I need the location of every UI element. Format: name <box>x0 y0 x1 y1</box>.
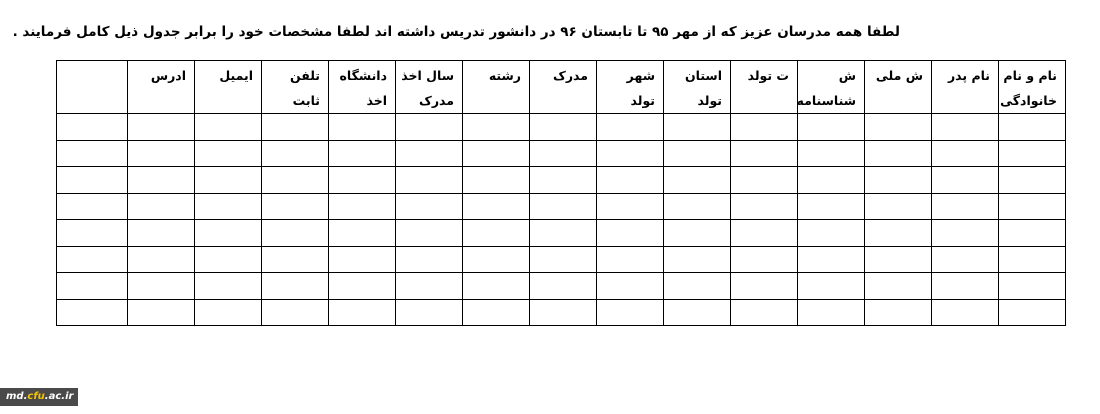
table-cell <box>329 273 396 300</box>
table-cell <box>329 140 396 167</box>
header-email: ایمیل <box>195 61 262 114</box>
table-cell <box>597 246 664 273</box>
table-cell <box>731 220 798 247</box>
table-cell <box>396 167 463 194</box>
table-row <box>57 299 1066 326</box>
table-cell <box>57 273 128 300</box>
table-cell <box>664 167 731 194</box>
table-cell <box>463 220 530 247</box>
table-cell <box>932 167 999 194</box>
header-birth-date: ت تولد <box>731 61 798 114</box>
table-cell <box>731 193 798 220</box>
table-cell <box>798 167 865 194</box>
header-field: رشته <box>463 61 530 114</box>
table-cell <box>932 114 999 141</box>
header-birth-city: شهر تولد <box>597 61 664 114</box>
table-row <box>57 273 1066 300</box>
header-national-id: ش ملی <box>865 61 932 114</box>
table-cell <box>396 114 463 141</box>
table-cell <box>999 299 1066 326</box>
table-cell <box>798 114 865 141</box>
table-cell <box>329 114 396 141</box>
table-cell <box>195 299 262 326</box>
table-cell <box>597 299 664 326</box>
site-accent: cfu <box>27 391 45 402</box>
table-cell <box>664 220 731 247</box>
table-cell <box>262 140 329 167</box>
table-cell <box>262 114 329 141</box>
table-cell <box>396 299 463 326</box>
table-cell <box>530 140 597 167</box>
table-cell <box>463 114 530 141</box>
table-cell <box>798 273 865 300</box>
table-cell <box>999 167 1066 194</box>
table-cell <box>999 193 1066 220</box>
table-cell <box>57 246 128 273</box>
table-cell <box>195 114 262 141</box>
table-cell <box>195 167 262 194</box>
table-row <box>57 220 1066 247</box>
table-cell <box>262 273 329 300</box>
table-cell <box>463 246 530 273</box>
table-cell <box>463 193 530 220</box>
table-cell <box>57 114 128 141</box>
table-cell <box>530 299 597 326</box>
table-cell <box>329 299 396 326</box>
table-cell <box>664 140 731 167</box>
table-cell <box>262 220 329 247</box>
table-cell <box>865 140 932 167</box>
table-row <box>57 246 1066 273</box>
table-cell <box>57 220 128 247</box>
table-cell <box>865 114 932 141</box>
instructor-info-table <box>56 60 1066 326</box>
table-cell <box>329 246 396 273</box>
header-university: دانشگاه اخذ <box>329 61 396 114</box>
table-cell <box>396 273 463 300</box>
table-cell <box>731 140 798 167</box>
header-father-name: نام پدر <box>932 61 999 114</box>
header-address: ادرس <box>128 61 195 114</box>
table-cell <box>530 273 597 300</box>
table-cell <box>798 299 865 326</box>
table-cell <box>932 299 999 326</box>
table-cell <box>664 193 731 220</box>
table-cell <box>195 140 262 167</box>
table-cell <box>195 273 262 300</box>
table-cell <box>932 193 999 220</box>
table-cell <box>262 299 329 326</box>
header-birth-certificate-number: ش شناسنامه <box>798 61 865 114</box>
table-cell <box>396 140 463 167</box>
table-cell <box>597 114 664 141</box>
table-cell <box>128 114 195 141</box>
table-cell <box>932 246 999 273</box>
table-cell <box>463 299 530 326</box>
table-cell <box>128 193 195 220</box>
table-cell <box>932 220 999 247</box>
table-cell <box>396 220 463 247</box>
table-cell <box>463 167 530 194</box>
table-cell <box>932 273 999 300</box>
table-cell <box>396 193 463 220</box>
site-suffix: .ac.ir <box>44 391 74 402</box>
table-cell <box>664 246 731 273</box>
table-cell <box>798 246 865 273</box>
table-cell <box>57 299 128 326</box>
table-cell <box>731 114 798 141</box>
table-cell <box>530 193 597 220</box>
table-cell <box>329 220 396 247</box>
table-cell <box>731 246 798 273</box>
document-title: لطفا همه مدرسان عزیز که از مهر ۹۵ تا تابستان ۹۶ در دانشور تدریس داشته اند لطفا مشخصات خود را برابر جدول ذیل کامل فرمایند . <box>12 24 900 40</box>
table-row <box>57 193 1066 220</box>
table-cell <box>597 193 664 220</box>
table-cell <box>865 246 932 273</box>
table-cell <box>195 246 262 273</box>
table-cell <box>128 273 195 300</box>
table-cell <box>999 220 1066 247</box>
table-cell <box>262 193 329 220</box>
header-degree-year: سال اخذ مدرک <box>396 61 463 114</box>
table-cell <box>999 114 1066 141</box>
table-cell <box>329 167 396 194</box>
header-full-name: نام و نام خانوادگی <box>999 61 1066 114</box>
table-cell <box>262 246 329 273</box>
table-cell <box>731 273 798 300</box>
table-cell <box>597 220 664 247</box>
table-row <box>57 167 1066 194</box>
table-cell <box>865 273 932 300</box>
table-cell <box>731 299 798 326</box>
table-cell <box>128 299 195 326</box>
table-cell <box>530 114 597 141</box>
table-cell <box>195 193 262 220</box>
table-cell <box>128 167 195 194</box>
table-cell <box>597 167 664 194</box>
table-cell <box>865 167 932 194</box>
table-cell <box>999 140 1066 167</box>
header-landline: تلفن ثابت <box>262 61 329 114</box>
table-cell <box>865 299 932 326</box>
table-body <box>57 114 1066 326</box>
table-cell <box>396 246 463 273</box>
table-cell <box>865 193 932 220</box>
table-row <box>57 114 1066 141</box>
table-cell <box>463 273 530 300</box>
table-cell <box>664 114 731 141</box>
table-cell <box>128 246 195 273</box>
table-cell <box>932 140 999 167</box>
table-cell <box>999 273 1066 300</box>
table-cell <box>731 167 798 194</box>
table-cell <box>57 167 128 194</box>
site-watermark <box>0 388 78 406</box>
table-cell <box>262 167 329 194</box>
table-cell <box>999 246 1066 273</box>
table-cell <box>128 220 195 247</box>
table-cell <box>57 140 128 167</box>
table-cell <box>463 140 530 167</box>
table-cell <box>530 220 597 247</box>
table-cell <box>798 140 865 167</box>
table-cell <box>329 193 396 220</box>
table-cell <box>597 140 664 167</box>
table-cell <box>664 273 731 300</box>
header-degree: مدرک <box>530 61 597 114</box>
table-cell <box>195 220 262 247</box>
table-cell <box>798 193 865 220</box>
header-blank <box>57 61 128 114</box>
table-cell <box>530 167 597 194</box>
table-header-row <box>57 61 1066 114</box>
table-cell <box>530 246 597 273</box>
table-cell <box>798 220 865 247</box>
table-cell <box>57 193 128 220</box>
header-birth-province: استان تولد <box>664 61 731 114</box>
site-prefix: md. <box>6 391 28 402</box>
table-cell <box>128 140 195 167</box>
table-cell <box>664 299 731 326</box>
table-cell <box>865 220 932 247</box>
table-row <box>57 140 1066 167</box>
table-cell <box>597 273 664 300</box>
